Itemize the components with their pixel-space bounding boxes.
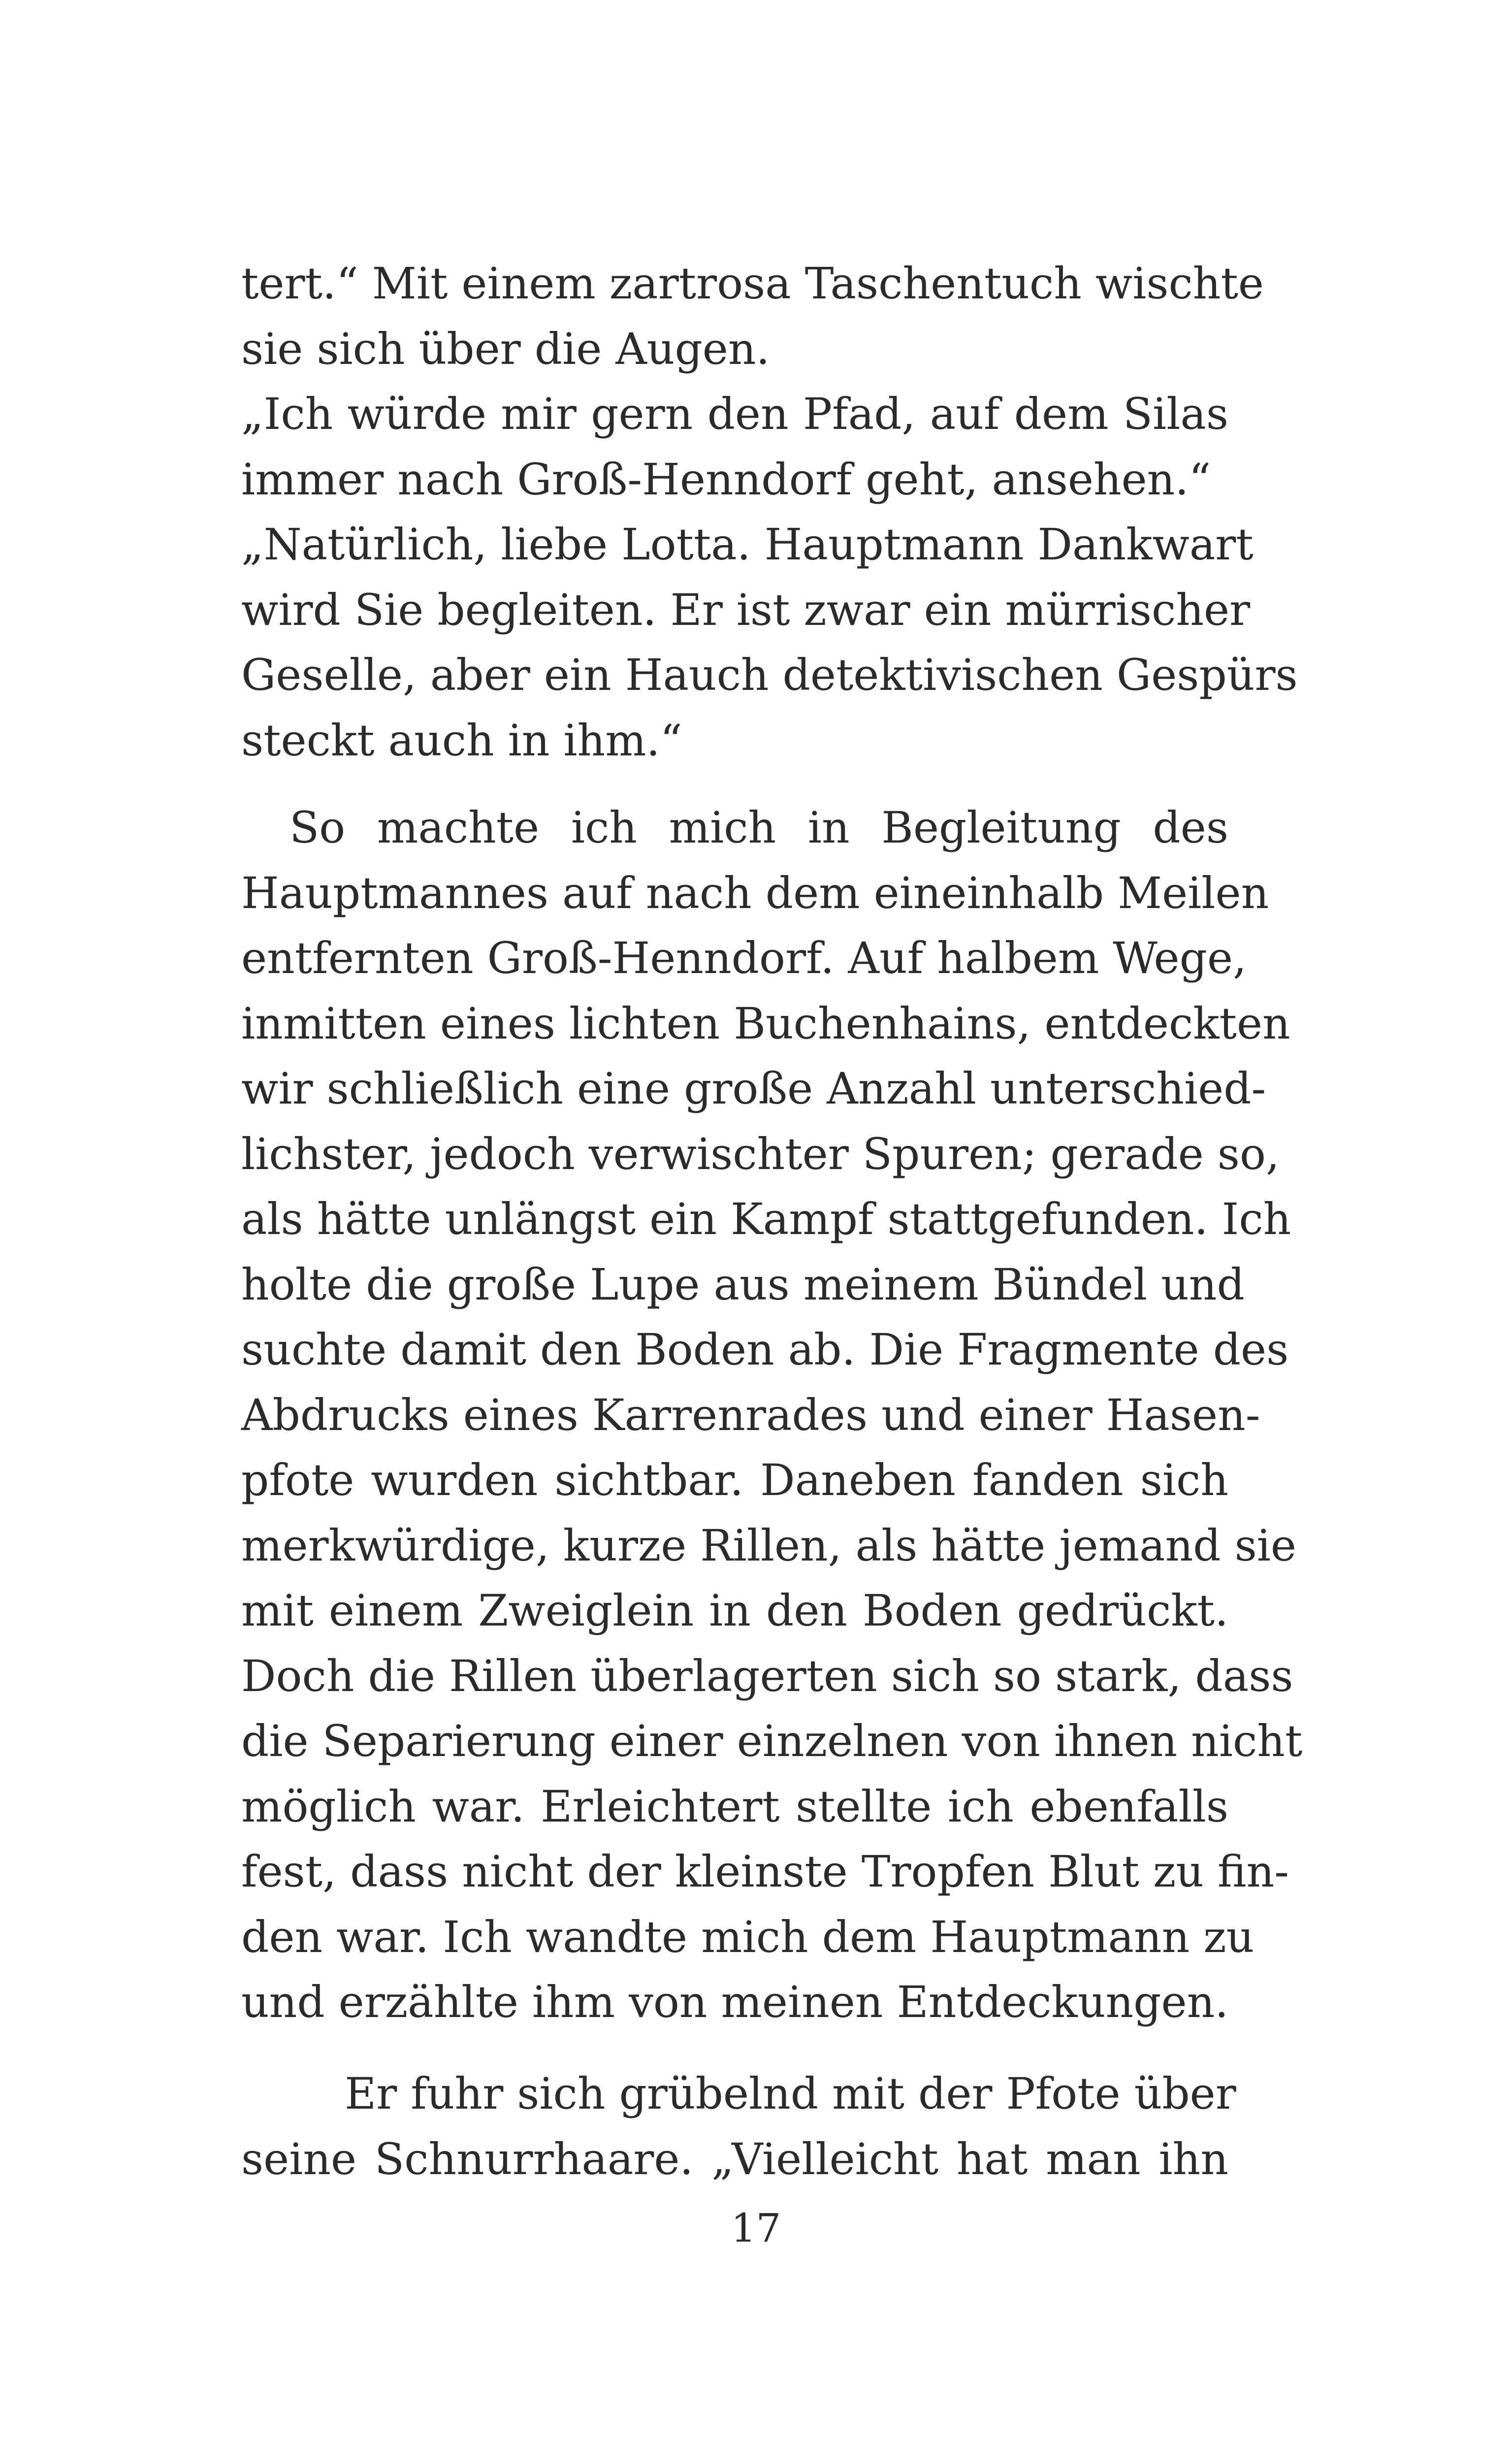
text-line: tert.“ Mit einem zartrosa Taschentuch wischte [241,258,1264,309]
text-line: Abdrucks eines Karrenrades und einer Hasen- [241,1389,1260,1440]
text-line: pfote wurden sichtbar. Daneben fanden sich [241,1455,1228,1505]
text-line: lichster, jedoch verwischter Spuren; gerade so, [241,1128,1280,1179]
page-number: 17 [731,2205,781,2251]
text-line: immer nach Groß-Henndorf geht, ansehen.“ [241,454,1211,505]
paragraph-1 [241,251,1298,773]
text-line: wir schließlich eine große Anzahl unterschied- [241,1063,1266,1114]
text-line: „Ich würde mir gern den Pfad, auf dem Silas [241,389,1228,439]
text-line: sie sich über die Augen. [241,323,770,374]
text-line: So machte ich mich in Begleitung des [290,802,1228,853]
text-line: Geselle, aber ein Hauch detektivischen Gespürs [241,650,1298,700]
text-line: den war. Ich wandte mich dem Hauptmann zu [241,1911,1255,1962]
text-line: die Separierung einer einzelnen von ihnen nicht [241,1716,1303,1766]
text-line: und erzählte ihm von meinen Entdeckungen. [241,1977,1229,2027]
text-line: Hauptmannes auf nach dem eineinhalb Meilen [241,867,1269,918]
text-line: seine Schnurrhaare. „Vielleicht hat man ihn [241,2133,1228,2184]
text-line: Er fuhr sich grübelnd mit der Pfote über [345,2068,1236,2119]
paragraph-2 [241,795,1303,2035]
text-line: wird Sie begleiten. Er ist zwar ein mürrischer [241,584,1251,635]
text-line: inmitten eines lichten Buchenhains, entdeckten [241,998,1290,1049]
text-line: möglich war. Erleichtert stellte ich ebenfalls [241,1781,1228,1832]
text-line: mit einem Zweiglein in den Boden gedrückt. [241,1585,1228,1636]
text-line: fest, dass nicht der kleinste Tropfen Blut zu fin- [241,1846,1289,1897]
text-line: entfernten Groß-Henndorf. Auf halbem Wege, [241,933,1247,983]
text-line: suchte damit den Boden ab. Die Fragmente des [241,1324,1289,1375]
text-line: merkwürdige, kurze Rillen, als hätte jemand sie [241,1520,1296,1571]
text-line: steckt auch in ihm.“ [241,715,682,766]
paragraph-3 [241,2061,1236,2192]
text-line: als hätte unlängst ein Kampf stattgefunden. Ich [241,1194,1291,1244]
text-line: Doch die Rillen überlagerten sich so stark, dass [241,1650,1293,1701]
text-line: holte die große Lupe aus meinem Bündel und [241,1259,1245,1310]
text-line: „Natürlich, liebe Lotta. Hauptmann Dankwart [241,519,1254,570]
